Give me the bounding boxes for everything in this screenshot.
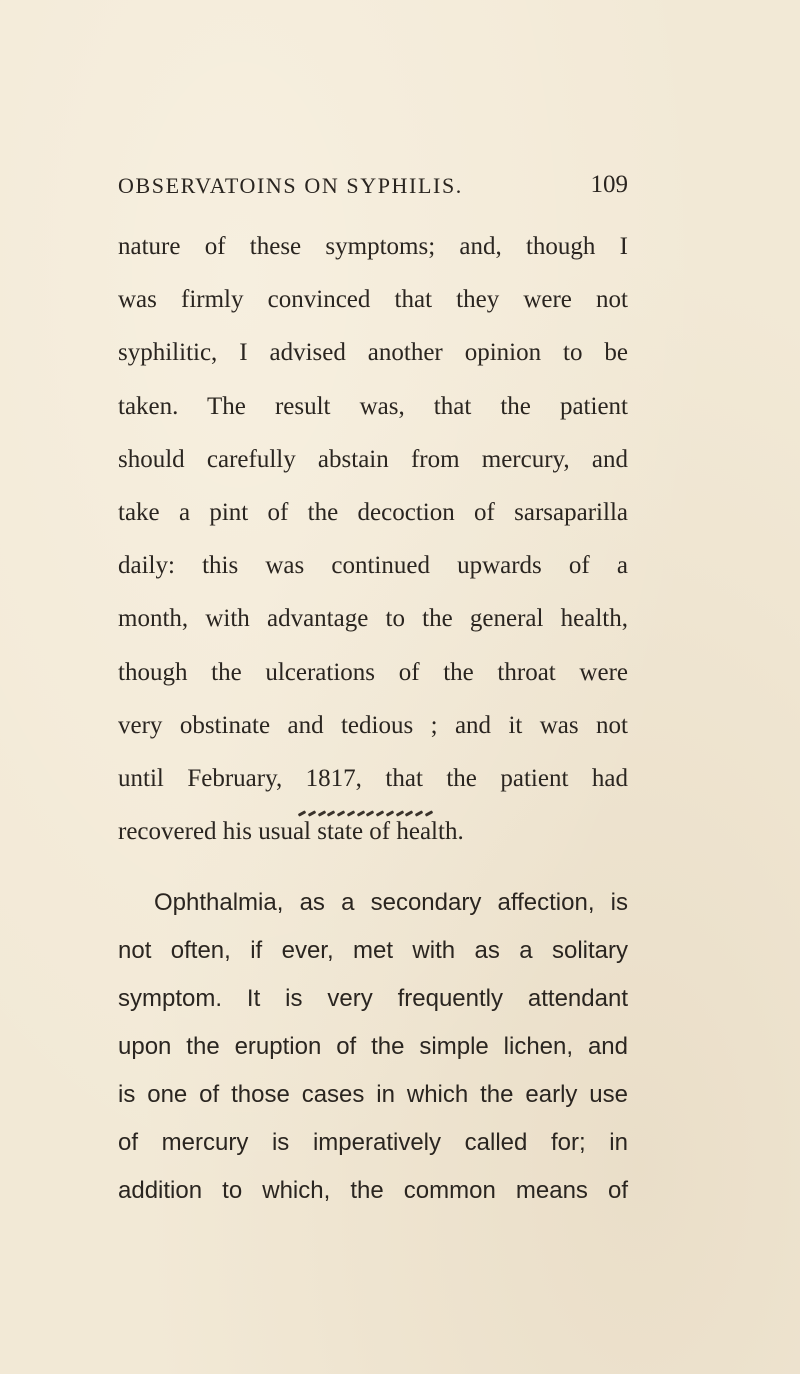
ornament-mark <box>298 810 306 816</box>
ornament-mark <box>356 810 364 816</box>
text-line: syphilitic, I advised another opinion to be <box>118 339 628 367</box>
ornament-mark <box>415 810 423 816</box>
text-line: daily: this was continued upwards of a <box>118 552 628 580</box>
text-line: until February, 1817, that the patient had <box>118 764 628 792</box>
text-line: upon the eruption of the simple lichen, and <box>118 1033 628 1060</box>
text-line: very obstinate and tedious ; and it was not <box>118 711 628 739</box>
text-line: taken. The result was, that the patient <box>118 392 628 420</box>
text-line: is one of those cases in which the early use <box>118 1081 628 1108</box>
text-line: Ophthalmia, as a secondary affection, is <box>154 889 628 916</box>
ornament-mark <box>366 810 374 816</box>
text-line: addition to which, the common means of <box>118 1177 628 1204</box>
ornament-mark <box>317 810 325 816</box>
text-line: recovered his usual state of health. <box>118 818 464 846</box>
text-line: not often, if ever, met with as a solitary <box>118 937 628 964</box>
paragraph-1 <box>118 220 628 858</box>
text-line: was firmly convinced that they were not <box>118 286 628 314</box>
text-line: of mercury is imperatively called for; in <box>118 1129 628 1156</box>
ornament-mark <box>425 810 433 816</box>
ornament-mark <box>376 810 384 816</box>
text-line: though the ulcerations of the throat were <box>118 658 628 686</box>
running-head <box>118 173 628 207</box>
ornament-mark <box>405 810 413 816</box>
text-line: month, with advantage to the general health, <box>118 605 628 633</box>
ornament-mark <box>337 810 345 816</box>
section-divider-ornament <box>298 808 433 818</box>
text-line: nature of these symptoms; and, though I <box>118 233 628 260</box>
ornament-mark <box>347 810 355 816</box>
ornament-mark <box>395 810 403 816</box>
page-number: 109 <box>590 171 628 198</box>
ornament-mark <box>386 810 394 816</box>
text-line: symptom. It is very frequently attendant <box>118 985 628 1012</box>
paragraph-2 <box>118 879 628 1215</box>
running-title: OBSERVATOINS ON SYPHILIS. <box>118 173 463 198</box>
ornament-mark <box>308 810 316 816</box>
text-line: should carefully abstain from mercury, and <box>118 445 628 473</box>
text-line: take a pint of the decoction of sarsaparilla <box>118 498 628 526</box>
ornament-mark <box>327 810 335 816</box>
